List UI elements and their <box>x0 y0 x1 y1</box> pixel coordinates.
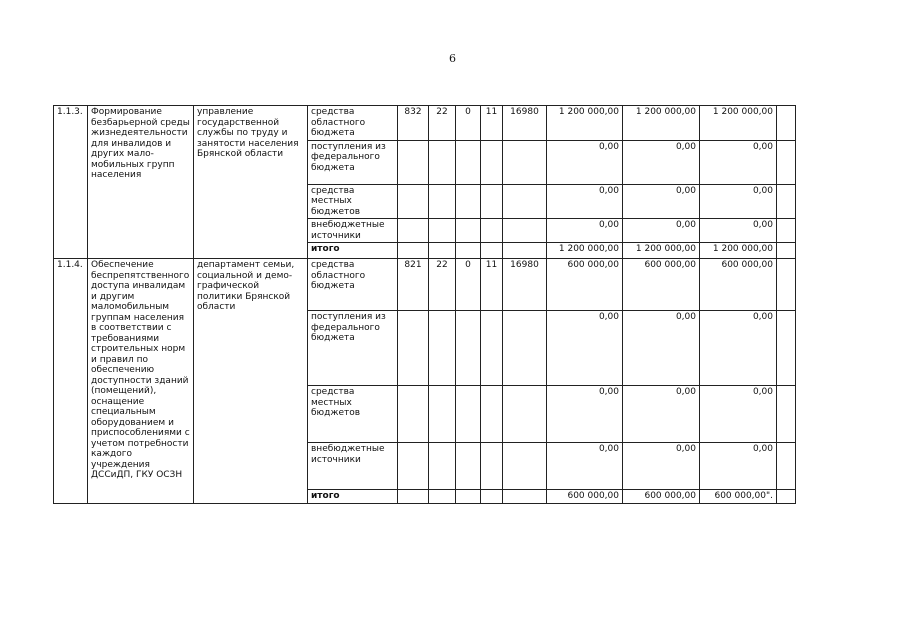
amount-cell: 1 200 000,00 <box>700 106 777 141</box>
code-cell: 821 <box>398 259 429 311</box>
code-cell: 832 <box>398 106 429 141</box>
table-row <box>54 259 796 311</box>
amount-cell: 0,00 <box>623 140 700 184</box>
code-cell <box>398 140 429 184</box>
empty-cell <box>777 490 796 504</box>
amount-cell: 600 000,00 <box>623 490 700 504</box>
empty-cell <box>777 259 796 311</box>
code-cell <box>429 219 456 243</box>
empty-cell <box>777 184 796 219</box>
code-cell <box>398 490 429 504</box>
amount-cell: 600 000,00 <box>700 259 777 311</box>
code-cell <box>481 243 503 259</box>
empty-cell <box>777 386 796 443</box>
item-title: Обеспечение беспрепятственного доступа инвалидам и другим маломобильным группам населения в соответствии с требованиями строительных норм и правил по обеспечению доступности зданий (помещений), оснащение специальным оборудованием и приспособлениями с учетом потребности каждого учреждения ДССиДП, ГКУ ОСЗН <box>88 259 194 504</box>
code-cell <box>398 243 429 259</box>
code-cell <box>503 184 547 219</box>
code-cell <box>398 184 429 219</box>
code-cell <box>398 386 429 443</box>
amount-cell: 600 000,00 <box>547 259 623 311</box>
amount-cell: 0,00 <box>700 443 777 490</box>
code-cell <box>429 140 456 184</box>
amount-cell: 0,00 <box>547 219 623 243</box>
code-cell <box>456 490 481 504</box>
empty-cell <box>777 140 796 184</box>
amount-cell: 1 200 000,00 <box>547 106 623 141</box>
page-number: 6 <box>449 52 456 65</box>
code-cell <box>503 386 547 443</box>
code-cell <box>398 311 429 386</box>
amount-cell: 0,00 <box>547 311 623 386</box>
funding-source: внебюджетные источники <box>308 443 398 490</box>
code-cell <box>429 311 456 386</box>
code-cell <box>456 243 481 259</box>
funding-source: средства областного бюджета <box>308 106 398 141</box>
funding-source: средства местных бюджетов <box>308 386 398 443</box>
code-cell <box>456 386 481 443</box>
code-cell <box>456 443 481 490</box>
code-cell <box>398 219 429 243</box>
code-cell: 0 <box>456 106 481 141</box>
amount-cell: 0,00 <box>623 443 700 490</box>
table-row <box>54 106 796 141</box>
item-number: 1.1.3. <box>54 106 88 259</box>
amount-cell: 0,00 <box>623 311 700 386</box>
code-cell <box>503 140 547 184</box>
amount-cell: 0,00 <box>547 443 623 490</box>
code-cell <box>503 443 547 490</box>
amount-cell: 0,00 <box>547 386 623 443</box>
funding-source: поступления из федерального бюджета <box>308 140 398 184</box>
code-cell <box>503 219 547 243</box>
code-cell <box>503 243 547 259</box>
code-cell <box>481 219 503 243</box>
code-cell <box>456 311 481 386</box>
amount-cell: 1 200 000,00 <box>623 106 700 141</box>
code-cell <box>398 443 429 490</box>
amount-cell: 600 000,00 <box>623 259 700 311</box>
item-number: 1.1.4. <box>54 259 88 504</box>
code-cell <box>456 219 481 243</box>
amount-cell: 0,00 <box>700 386 777 443</box>
amount-cell: 600 000,00 <box>547 490 623 504</box>
code-cell: 0 <box>456 259 481 311</box>
amount-cell: 0,00 <box>700 219 777 243</box>
amount-cell: 0,00 <box>700 311 777 386</box>
amount-cell: 0,00 <box>700 184 777 219</box>
code-cell <box>481 140 503 184</box>
item-title: Формирование безбарьерной среды жизнедеятельности для инвалидов и других мало-мобильных групп населения <box>88 106 194 259</box>
code-cell: 11 <box>481 259 503 311</box>
code-cell <box>429 443 456 490</box>
empty-cell <box>777 219 796 243</box>
funding-source: поступления из федерального бюджета <box>308 311 398 386</box>
code-cell <box>429 184 456 219</box>
amount-cell: 600 000,00". <box>700 490 777 504</box>
empty-cell <box>777 243 796 259</box>
funding-source: средства областного бюджета <box>308 259 398 311</box>
budget-table <box>53 105 796 504</box>
code-cell <box>481 386 503 443</box>
code-cell: 16980 <box>503 259 547 311</box>
code-cell <box>481 311 503 386</box>
amount-cell: 0,00 <box>547 140 623 184</box>
amount-cell: 0,00 <box>700 140 777 184</box>
amount-cell: 0,00 <box>623 184 700 219</box>
amount-cell: 1 200 000,00 <box>623 243 700 259</box>
amount-cell: 0,00 <box>547 184 623 219</box>
total-label: итого <box>308 490 398 504</box>
code-cell <box>481 490 503 504</box>
code-cell <box>481 184 503 219</box>
item-executor: департамент семьи, социальной и демо-графической политики Брянской области <box>194 259 308 504</box>
code-cell <box>481 443 503 490</box>
amount-cell: 0,00 <box>623 219 700 243</box>
code-cell <box>456 140 481 184</box>
code-cell: 22 <box>429 259 456 311</box>
code-cell <box>429 386 456 443</box>
code-cell <box>429 243 456 259</box>
code-cell <box>456 184 481 219</box>
code-cell <box>503 311 547 386</box>
total-label: итого <box>308 243 398 259</box>
code-cell <box>503 490 547 504</box>
empty-cell <box>777 443 796 490</box>
empty-cell <box>777 311 796 386</box>
code-cell <box>429 490 456 504</box>
code-cell: 16980 <box>503 106 547 141</box>
funding-source: внебюджетные источники <box>308 219 398 243</box>
amount-cell: 1 200 000,00 <box>700 243 777 259</box>
item-executor: управление государственной службы по труду и занятости населения Брянской области <box>194 106 308 259</box>
code-cell: 11 <box>481 106 503 141</box>
amount-cell: 1 200 000,00 <box>547 243 623 259</box>
code-cell: 22 <box>429 106 456 141</box>
amount-cell: 0,00 <box>623 386 700 443</box>
empty-cell <box>777 106 796 141</box>
funding-source: средства местных бюджетов <box>308 184 398 219</box>
